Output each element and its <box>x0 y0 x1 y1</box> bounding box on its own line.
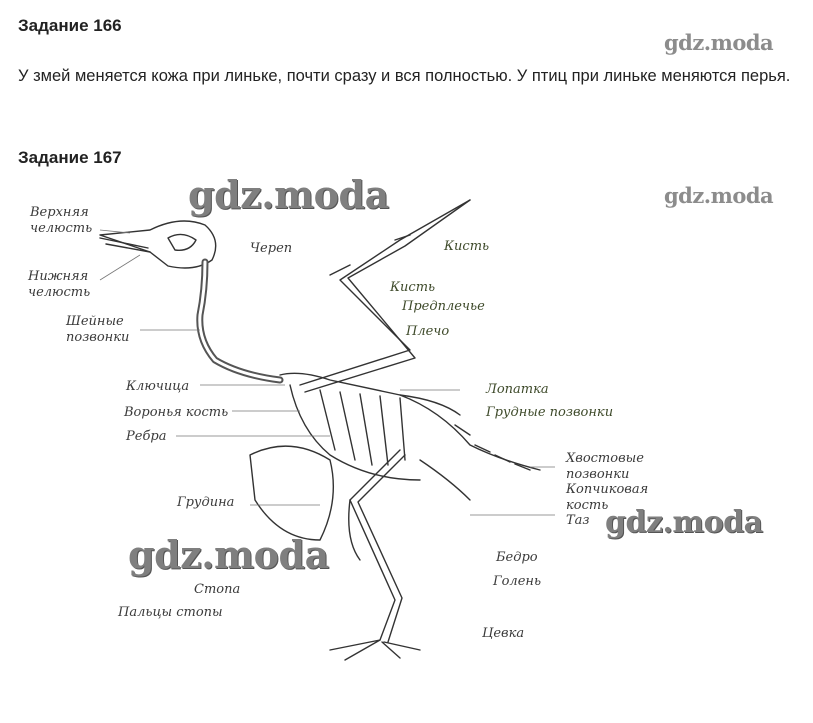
label-neck-vertebrae: Шейные позвонки <box>66 314 130 345</box>
label-scapula: Лопатка <box>486 382 549 397</box>
label-lower-jaw: Нижняя челюсть <box>28 269 91 300</box>
task-167-heading: Задание 167 <box>18 148 122 167</box>
label-pygostyle: Копчиковая кость <box>566 482 649 513</box>
watermark-diagram-top: gdz.moda <box>188 172 389 217</box>
task-166-heading: Задание 166 <box>18 16 122 35</box>
label-skull: Череп <box>250 241 293 256</box>
label-femur: Бедро <box>496 550 538 565</box>
label-thoracic-vertebrae: Грудные позвонки <box>486 405 614 420</box>
label-sternum: Грудина <box>177 495 235 510</box>
label-hand: Кисть <box>390 280 436 295</box>
label-toes: Пальцы стопы <box>118 605 223 620</box>
watermark-diagram-bottom: gdz.moda <box>128 532 329 577</box>
label-shoulder: Плечо <box>406 324 450 339</box>
label-coracoid: Воронья кость <box>124 405 229 420</box>
label-tail-vertebrae: Хвостовые позвонки <box>566 451 644 482</box>
label-clavicle: Ключица <box>126 379 190 394</box>
label-tarsus: Цевка <box>482 626 525 641</box>
label-upper-jaw: Верхняя челюсть <box>30 205 93 236</box>
watermark-diagram-right: gdz.moda <box>664 183 774 208</box>
label-foot: Стопа <box>194 582 241 597</box>
label-hand-top: Кисть <box>444 239 490 254</box>
watermark-diagram-mid-right: gdz.moda <box>605 505 763 540</box>
watermark-top-right: gdz.moda <box>664 30 774 55</box>
label-pelvis: Таз <box>566 513 590 528</box>
label-forearm: Предплечье <box>402 299 485 314</box>
label-ribs: Ребра <box>126 429 167 444</box>
label-shin: Голень <box>493 574 542 589</box>
task-166-answer: У змей меняется кожа при линьке, почти сразу и вся полностью. У птиц при линьке меняются перья. <box>18 67 791 85</box>
